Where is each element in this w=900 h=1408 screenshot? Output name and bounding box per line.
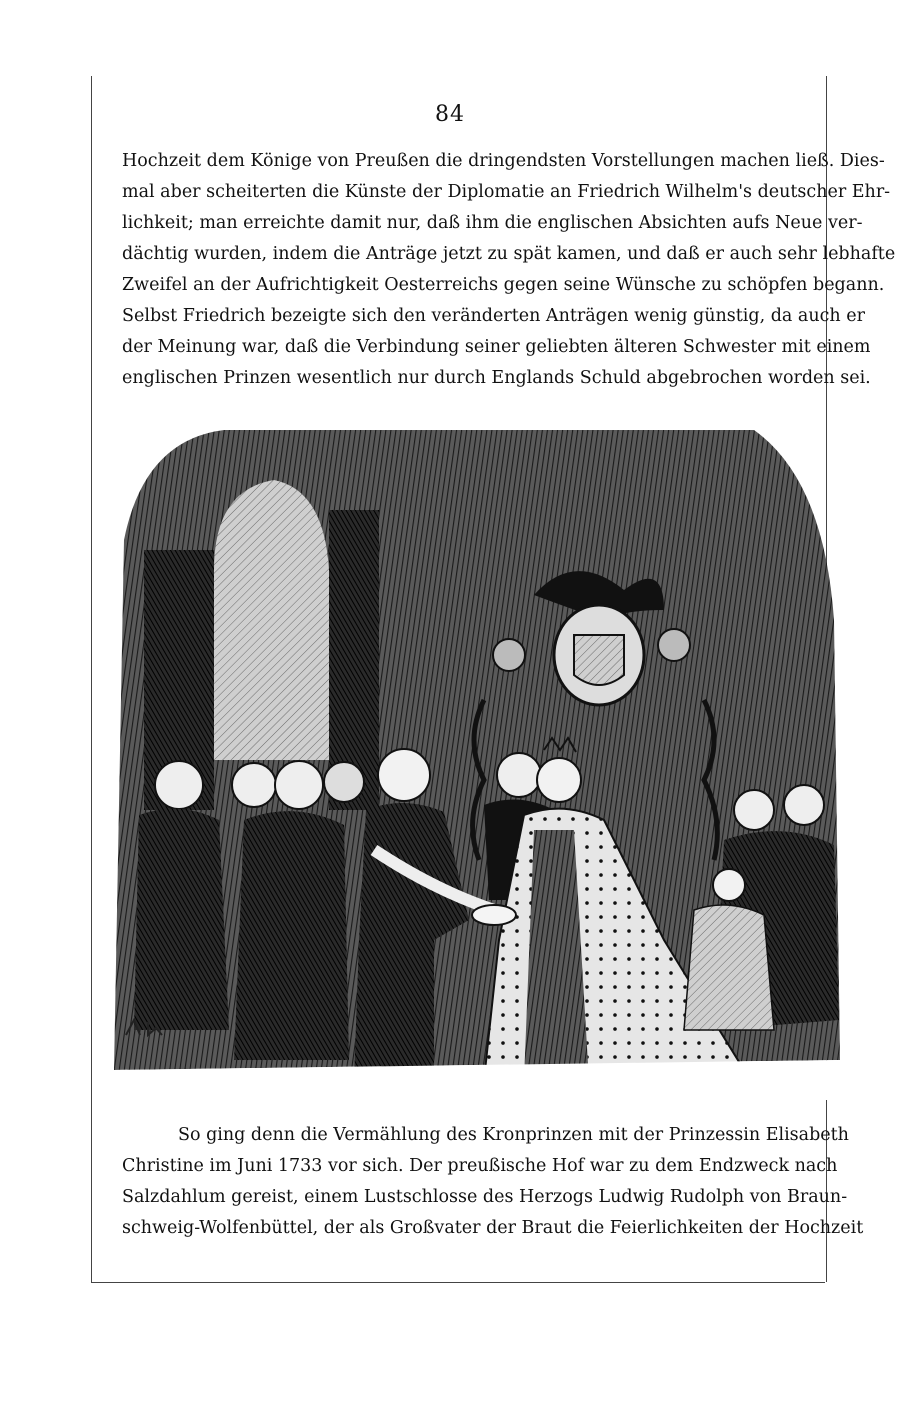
paragraph-top (122, 146, 896, 394)
text-line: Christine im Juni 1733 vor sich. Der preußische Hof war zu dem Endzweck nach (122, 1156, 838, 1176)
clasped-hands (472, 905, 516, 925)
text-line: Hochzeit dem Könige von Preußen die dringendsten Vorstellungen machen ließ. Dies- (122, 151, 885, 171)
text-line: englischen Prinzen wesentlich nur durch Englands Schuld abgebrochen worden sei. (122, 368, 871, 388)
text-line: schweig-Wolfenbüttel, der als Großvater der Braut die Feierlichkeiten der Hochzeit (122, 1218, 864, 1238)
text-line: Selbst Friedrich bezeigte sich den veränderten Anträgen wenig günstig, da auch er (122, 306, 865, 326)
text-line: mal aber scheiterten die Künste der Diplomatie an Friedrich Wilhelm's deutscher Ehr- (122, 182, 891, 202)
text-line: Zweifel an der Aufrichtigkeit Oesterreichs gegen seine Wünsche zu schöpfen begann. (122, 275, 885, 295)
text-line: der Meinung war, daß die Verbindung seiner geliebten älteren Schwester mit einem (122, 337, 871, 357)
page-frame-bottom-rule (91, 1282, 825, 1283)
text-line: lichkeit; man erreichte damit nur, daß ihm die englischen Absichten aufs Neue ver- (122, 213, 863, 233)
paragraph-bottom (122, 1120, 864, 1244)
text-line: dächtig wurden, indem die Anträge jetzt zu spät kamen, und daß er auch sehr lebhafte (122, 244, 896, 264)
page-number: 84 (435, 102, 465, 127)
wedding-engraving (104, 420, 844, 1100)
text-line: Salzdahlum gereist, einem Lustschlosse des Herzogs Ludwig Rudolph von Braun- (122, 1187, 848, 1207)
text-line: So ging denn die Vermählung des Kronprinzen mit der Prinzessin Elisabeth (178, 1125, 849, 1145)
arched-doorway (214, 480, 329, 760)
